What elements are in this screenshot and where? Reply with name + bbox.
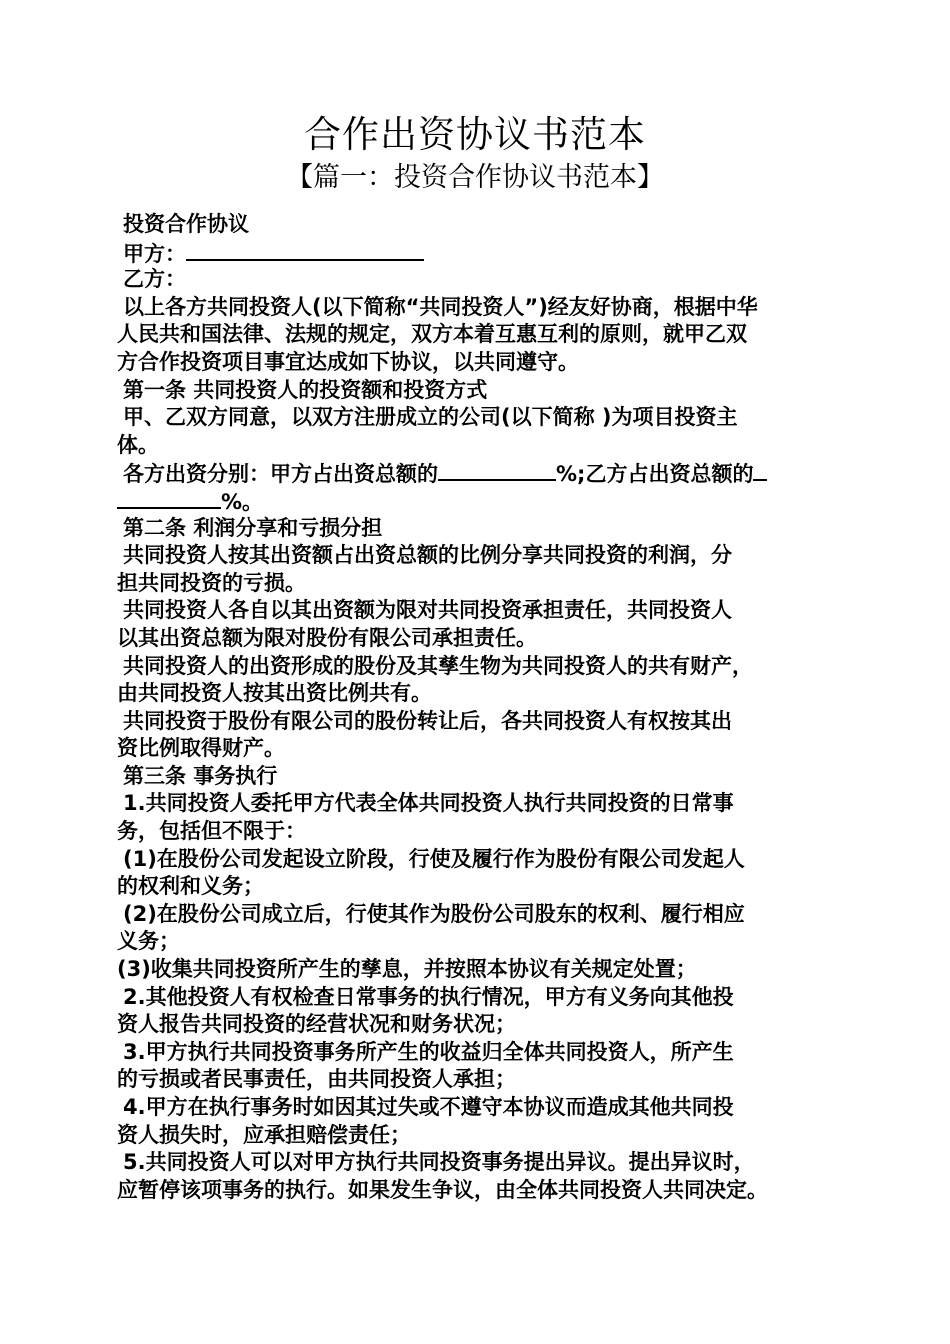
paragraph-line: 的亏损或者民事责任，由共同投资人承担；	[117, 1067, 516, 1092]
agreement-heading: 投资合作协议	[123, 212, 249, 236]
paragraph-line: 体。	[117, 432, 159, 457]
article-heading: 第三条 事务执行	[123, 763, 278, 788]
paragraph-line: 共同投资于股份有限公司的股份转让后，各共同投资人有权按其出	[123, 708, 732, 733]
paragraph-line: 共同投资人按其出资额占出资总额的比例分享共同投资的利润，分	[123, 543, 732, 568]
paragraph-line: 4.甲方在执行事务时如因其过失或不遵守本协议而造成其他共同投	[123, 1095, 734, 1119]
paragraph-line: 共同投资人各自以其出资额为限对共同投资承担责任，共同投资人	[123, 598, 732, 623]
party-b-line: 乙方：	[123, 267, 186, 292]
document-title: 合作出资协议书范本	[304, 113, 646, 156]
party-b-share-blank	[117, 487, 221, 509]
paragraph-line: 应暂停该项事务的执行。如果发生争议，由全体共同投资人共同决定。	[117, 1177, 768, 1202]
paragraph-line: 担共同投资的亏损。	[117, 570, 306, 595]
percent-end: %。	[221, 489, 264, 514]
contribution-line	[117, 459, 849, 487]
paragraph-line: 的权利和义务；	[117, 874, 264, 899]
paragraph-line: 以上各方共同投资人(以下简称“共同投资人”)经友好协商，根据中华	[123, 294, 758, 319]
contribution-text-b: %;乙方占出资总额的	[556, 462, 754, 487]
paragraph-line: 共同投资人的出资形成的股份及其孳生物为共同投资人的共有财产，	[123, 653, 753, 678]
paragraph-line: 2.其他投资人有权检查日常事务的执行情况，甲方有义务向其他投	[123, 984, 734, 1009]
document-body	[117, 211, 849, 1204]
paragraph-line: 由共同投资人按其出资比例共有。	[117, 681, 432, 706]
contribution-line-end	[117, 487, 849, 515]
paragraph-line: 资人报告共同投资的经营状况和财务状况；	[117, 1012, 516, 1037]
party-a-line	[117, 239, 849, 267]
paragraph-line: (2)在股份公司成立后，行使其作为股份公司股东的权利、履行相应	[123, 901, 745, 926]
paragraph-line: 资人损失时，应承担赔偿责任；	[117, 1122, 411, 1147]
article-heading: 第一条 共同投资人的投资额和投资方式	[123, 377, 488, 402]
party-a-share-blank	[438, 459, 556, 481]
paragraph-line: 人民共和国法律、法规的规定，双方本着互惠互利的原则，就甲乙双	[117, 322, 747, 347]
party-a-blank	[186, 239, 424, 261]
paragraph-line: (3)收集共同投资所产生的孳息，并按照本协议有关规定处置；	[117, 957, 697, 982]
document-subtitle: 【篇一：投资合作协议书范本】	[286, 162, 664, 193]
paragraph-line: 资比例取得财产。	[117, 736, 285, 761]
paragraph-line: 务，包括但不限于：	[117, 819, 306, 844]
party-a-label: 甲方：	[123, 241, 186, 266]
paragraph-line: 1.共同投资人委托甲方代表全体共同投资人执行共同投资的日常事	[123, 791, 734, 816]
article-heading: 第二条 利润分享和亏损分担	[123, 515, 383, 540]
party-b-share-blank-start	[753, 459, 767, 481]
paragraph-line: 方合作投资项目事宜达成如下协议，以共同遵守。	[117, 349, 579, 374]
paragraph-line: 甲、乙双方同意，以双方注册成立的公司(以下简称 )为项目投资主	[123, 405, 738, 430]
paragraph-line: (1)在股份公司发起设立阶段，行使及履行作为股份有限公司发起人	[123, 846, 745, 871]
paragraph-line: 5.共同投资人可以对甲方执行共同投资事务提出异议。提出异议时，	[123, 1150, 755, 1175]
paragraph-line: 3.甲方执行共同投资事务所产生的收益归全体共同投资人，所产生	[123, 1039, 734, 1064]
contribution-text-a: 各方出资分别：甲方占出资总额的	[123, 462, 438, 487]
paragraph-line: 以其出资总额为限对股份有限公司承担责任。	[117, 625, 537, 650]
paragraph-line: 义务；	[117, 929, 180, 954]
